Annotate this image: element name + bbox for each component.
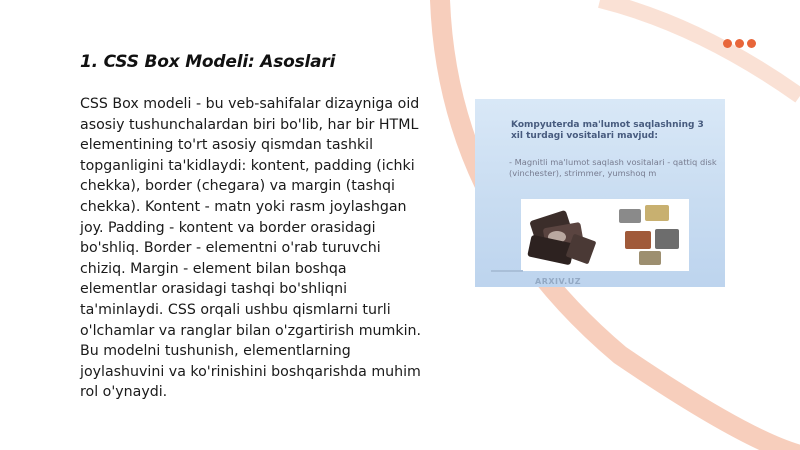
dot-icon [747, 39, 756, 48]
storage-devices-icon [521, 199, 689, 271]
storage-devices-photo [521, 199, 689, 271]
slide-body-text: CSS Box modeli - bu veb-sahifalar dizayniga oid asosiy tushunchalardan biri bo'lib, har bir HTML elementining to'rt asosiy qismdan tashkil topganligini ta'kidlaydi: kontent, padding (ichki chekka), border (chegara) va margin (tashqi chekka). Kontent - matn yoki rasm joylashgan joy. Padding - kontent va border orasidagi bo'shliq. Border - elementni o'rab turuvchi chiziq. Margin - element bilan boshqa elementlar orasidagi tashqi bo'shliqni ta'minlaydi. CSS orqali ushbu qismlarni turli o'lchamlar va ranglar bilan o'zgartirish mumkin. Bu modelni tushunish, elementlarning joylashuvini va ko'rinishini boshqarishda muhim rol o'ynaydi. [80, 96, 422, 401]
image-footer-watermark: ARXIV.UZ [535, 277, 581, 286]
dot-icon [735, 39, 744, 48]
slide-title: 1. CSS Box Modeli: Asoslari [80, 52, 336, 72]
divider-line [491, 270, 523, 272]
dot-icon [723, 39, 732, 48]
image-subtext: - Magnitli ma'lumot saqlash vositalari - qattiq disk (vinchester), strimmer, yumshoq m [509, 157, 717, 178]
slide-image [475, 99, 725, 287]
three-dots-icon [723, 39, 756, 48]
image-heading: Kompyuterda ma'lumot saqlashning 3 xil turdagi vositalari mavjud: [511, 120, 704, 141]
